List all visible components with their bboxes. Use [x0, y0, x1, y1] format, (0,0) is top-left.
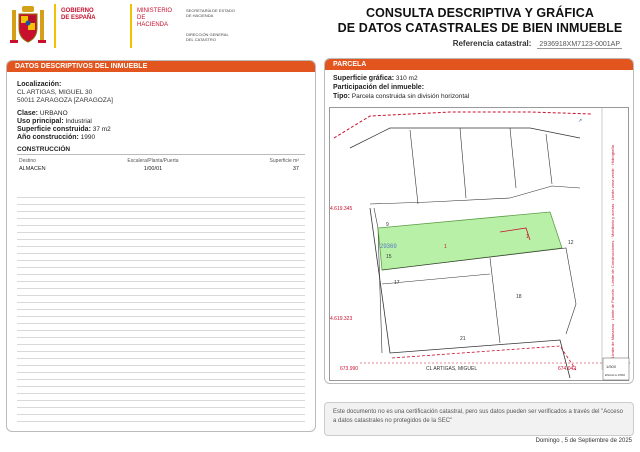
parcel-number: 21	[460, 336, 466, 342]
ministerio-label: MINISTERIO DE HACIENDA	[137, 8, 173, 28]
col-superficie: Superficie m²	[269, 158, 299, 164]
coord-x1: 673.990	[340, 366, 359, 372]
construccion-title: CONSTRUCCIÓN	[17, 146, 305, 155]
verification-notice: Este documento no es una certificación catastral, pero sus datos pueden ser verificados a través del "Acceso a datos catastrales no protegidos de la SEC"	[324, 402, 634, 436]
referencia-catastral: Referencia catastral: 2936918XM7123-0001AP	[452, 39, 620, 48]
parcel-number: 15	[386, 254, 392, 260]
title-line1: CONSULTA DESCRIPTIVA Y GRÁFICA	[365, 6, 594, 20]
parcel-number: 17	[394, 280, 400, 286]
coat-of-arms-logo	[8, 4, 48, 48]
superficie-grafica-row: Superficie gráfica: 310 m2	[333, 75, 418, 82]
parcel-number: 12	[568, 240, 574, 246]
document-date: Domingo , 5 de Septiembre de 2025	[535, 438, 632, 444]
localizacion-label: Localización:	[17, 81, 62, 88]
highlighted-parcel	[378, 212, 562, 270]
datos-descriptivos-panel	[6, 60, 316, 432]
title-line2: DE DATOS CATASTRALES DE BIEN INMUEBLE	[337, 21, 623, 35]
table-row: ALMACEN 1/00/01 37	[19, 166, 299, 172]
document-title	[330, 6, 630, 49]
empty-table-lines	[17, 191, 305, 423]
parcel-number: 9	[386, 222, 389, 228]
clase-row: Clase: URBANO	[17, 110, 68, 117]
panel-header: DATOS DESCRIPTIVOS DEL INMUEBLE	[7, 61, 315, 72]
localizacion-line2: 50011 ZARAGOZA [ZARAGOZA]	[17, 97, 113, 104]
scale-text: ESCALA 1/500	[605, 373, 626, 377]
col-destino: Destino	[19, 158, 36, 164]
north-marker-icon: ↗	[578, 118, 583, 124]
anio-row: Año construcción: 1990	[17, 134, 96, 141]
gobierno-label: GOBIERNO DE ESPAÑA	[54, 4, 132, 48]
participacion-row: Participación del inmueble:	[333, 84, 425, 91]
street-label: CL ARTIGAS, MIGUEL	[426, 366, 478, 372]
parcel-number: 18	[516, 294, 522, 300]
ref-value[interactable]: 2936918XM7123-0001AP	[539, 41, 620, 48]
coord-x2: 674.042	[558, 366, 577, 372]
col-planta: Escalera/Planta/Puerta	[127, 158, 179, 164]
uso-row: Uso principal: Industrial	[17, 118, 92, 125]
map-legend: Límite de Manzana · Límite de Parcela · Límite de Construcciones · Mobiliario y aceras · Límite zona verde · Hidrografía	[610, 145, 615, 358]
coord-y2: 4.619.323	[330, 316, 353, 322]
construccion-table	[17, 157, 305, 173]
parcela-panel	[324, 58, 634, 384]
secretaria-label: SECRETARÍA DE ESTADO DE HACIENDA DIRECCIÓN GENERAL DEL CATASTRO	[186, 8, 235, 42]
superficie-row: Superficie construida: 37 m2	[17, 126, 111, 133]
parcel-id-label: 29369	[380, 244, 397, 250]
panel-header: PARCELA	[325, 59, 633, 70]
scale-box: 1/500	[606, 364, 617, 369]
parcel-number: 1	[526, 234, 529, 240]
parcel-number: 1	[444, 244, 447, 250]
tipo-row: Tipo: Parcela construida sin división horizontal	[333, 93, 470, 100]
coord-y1: 4.619.345	[330, 206, 353, 212]
cadastral-map[interactable]	[329, 107, 629, 381]
localizacion-line1: CL ARTIGAS, MIGUEL 30	[17, 89, 93, 96]
